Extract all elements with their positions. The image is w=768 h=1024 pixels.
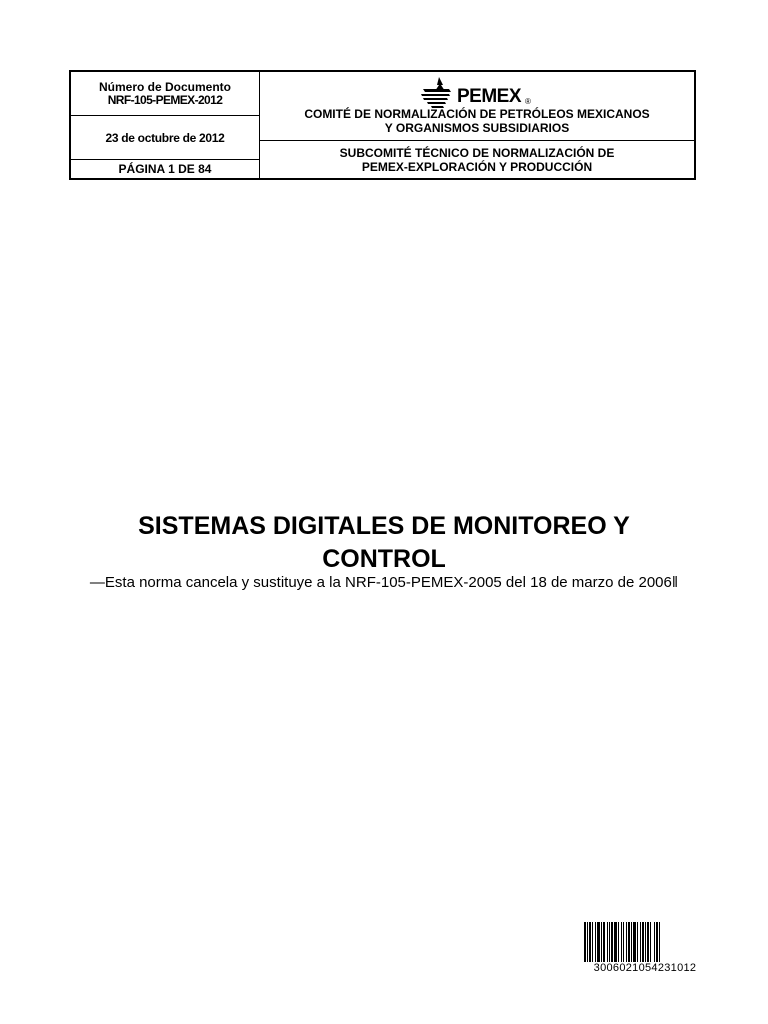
pemex-logo <box>419 75 549 109</box>
document-date-cell <box>71 115 259 159</box>
document-info-column <box>71 72 260 178</box>
document-header-table <box>69 70 696 180</box>
page-number-cell <box>71 159 259 178</box>
pemex-eagle-icon <box>419 75 455 109</box>
registered-mark: ® <box>525 97 531 106</box>
page-number: PÁGINA 1 DE 84 <box>118 162 212 176</box>
pemex-logo-text: PEMEX <box>457 86 522 107</box>
subcommittee-line-1: SUBCOMITÉ TÉCNICO DE NORMALIZACIÓN DE <box>339 145 615 160</box>
committee-line-1: COMITÉ DE NORMALIZACIÓN DE PETRÓLEOS MEXICANOS <box>304 107 650 121</box>
document-number-cell <box>71 72 259 115</box>
document-number-value: NRF-105-PEMEX-2012 <box>107 92 223 107</box>
document-date: 23 de octubre de 2012 <box>105 130 225 145</box>
committee-cell <box>260 72 694 141</box>
document-subtitle: ―Esta norma cancela y sustituye a la NRF-105-PEMEX-2005 del 18 de marzo de 2006‖ <box>89 574 679 591</box>
barcode-number: 3006021054231012 <box>593 962 697 974</box>
committee-name <box>260 107 694 135</box>
subcommittee-line-2: PEMEX-EXPLORACIÓN Y PRODUCCIÓN <box>361 159 593 174</box>
document-title <box>0 510 768 576</box>
document-title-line-2: CONTROL <box>322 545 446 573</box>
document-number-label: Número de Documento <box>98 79 231 94</box>
barcode <box>584 922 706 962</box>
committee-column <box>260 72 694 178</box>
subcommittee-cell <box>260 141 694 178</box>
document-title-line-1: SISTEMAS DIGITALES DE MONITOREO Y <box>138 512 630 540</box>
committee-line-2: Y ORGANISMOS SUBSIDIARIOS <box>384 121 570 135</box>
